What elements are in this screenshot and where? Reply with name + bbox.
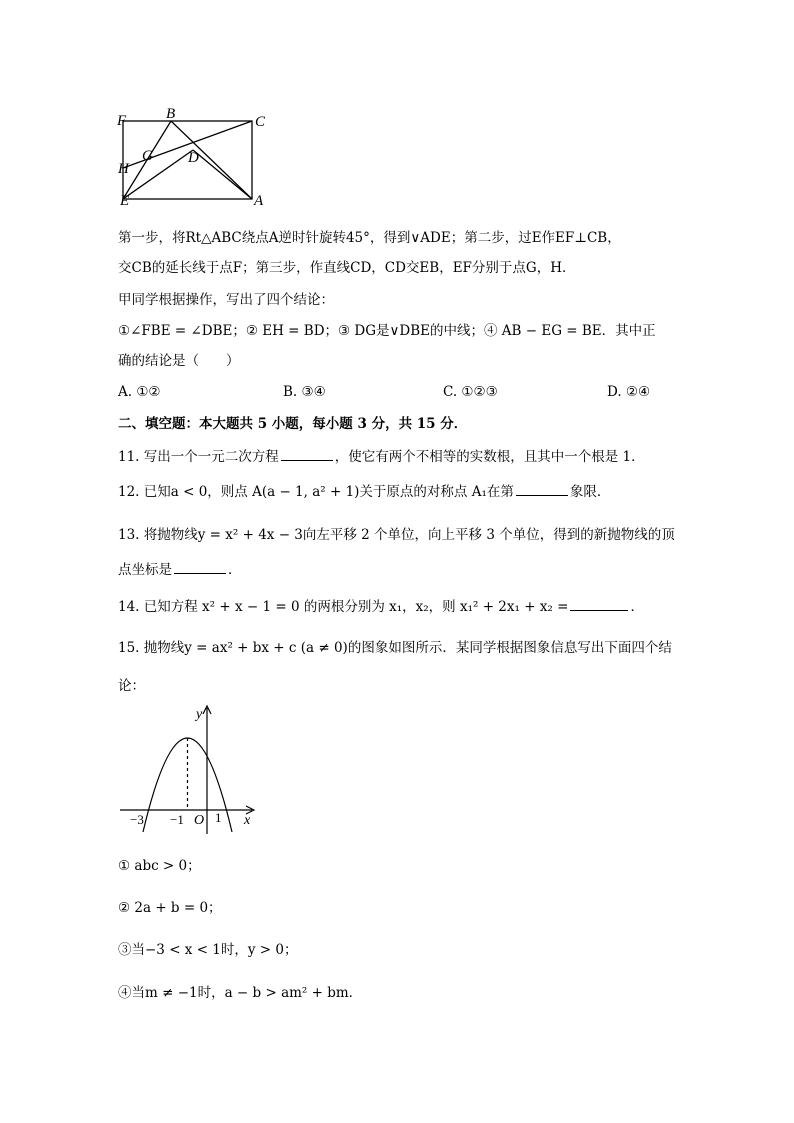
label-B: B — [166, 106, 176, 122]
option-c: C. ①②③ — [443, 384, 498, 400]
graph-tick-neg3: −3 — [130, 812, 144, 827]
option-b: B. ③④ — [283, 384, 326, 400]
conclusion-4: ④当m ≠ −1时，a − b > am² + bm． — [118, 985, 363, 1001]
graph-origin: O — [194, 813, 205, 828]
label-A: A — [254, 193, 264, 209]
label-D: D — [188, 150, 199, 166]
option-a: A. ①② — [118, 384, 161, 400]
label-H: H — [118, 161, 129, 177]
q11-before: 11. 写出一个一元二次方程 — [118, 449, 279, 465]
question-14 — [118, 596, 644, 617]
option-d: D. ②④ — [607, 384, 651, 400]
conclusion-3: ③当−3 < x < 1时，y > 0； — [118, 942, 298, 958]
graph-tick-1: 1 — [215, 810, 222, 825]
question-12 — [118, 481, 610, 502]
problem10-line2: 交CB的延长线于点F；第三步，作直线CD，CD交EB，EF分别于点G，H． — [118, 260, 576, 276]
graph-x-label: x — [244, 813, 251, 828]
q11-after: ，使它有两个不相等的实数根，且其中一个根是 1． — [334, 449, 645, 465]
q15-line2: 论： — [118, 678, 145, 694]
graph-y-label: y — [196, 707, 203, 722]
q12-after: 象限． — [569, 484, 611, 500]
conclusion-2: ② 2a + b = 0； — [118, 900, 222, 916]
label-C: C — [255, 114, 266, 130]
q13-line2 — [118, 559, 242, 580]
section2-heading: 二、填空题：本大题共 5 小题，每小题 3 分，共 15 分． — [118, 416, 468, 432]
problem10-line5: 确的结论是（ ） — [118, 353, 240, 369]
label-E: E — [120, 193, 130, 209]
label-F: F — [117, 113, 127, 129]
q13-before: 点坐标是 — [118, 562, 172, 578]
label-G: G — [142, 148, 153, 164]
question-11 — [118, 446, 645, 467]
q14-blank — [570, 596, 628, 611]
geometry-figure — [112, 100, 282, 210]
q14-after: ． — [630, 599, 644, 615]
problem10-line4: ①∠FBE = ∠DBE；② EH = BD；③ DG是∨DBE的中线；④ AB − EG = BE．其中正 — [118, 323, 656, 339]
q12-blank — [516, 481, 568, 496]
q11-blank — [281, 446, 333, 461]
parabola-graph — [112, 700, 272, 840]
q12-before: 12. 已知a < 0，则点 A(a − 1, a² + 1)关于原点的对称点 A₁在第 — [118, 484, 514, 500]
conclusion-1: ① abc > 0； — [118, 858, 201, 874]
q13-after: ． — [228, 562, 242, 578]
q15-line1: 15. 抛物线y = ax² + bx + c (a ≠ 0)的图象如图所示．某同学根据图象信息写出下面四个结 — [118, 640, 672, 656]
q13-line1: 13. 将抛物线y = x² + 4x − 3向左平移 2 个单位，向上平移 3 个单位，得到的新抛物线的顶 — [118, 527, 675, 543]
graph-tick-neg1: −1 — [170, 812, 184, 827]
problem10-line3: 甲同学根据操作，写出了四个结论： — [118, 292, 334, 308]
q13-blank — [174, 559, 226, 574]
q14-before: 14. 已知方程 x² + x − 1 = 0 的两根分别为 x₁，x₂，则 x₁² + 2x₁ + x₂ = — [118, 599, 569, 615]
problem10-line1: 第一步，将Rt△ABC绕点A逆时针旋转45°，得到∨ADE；第二步，过E作EF⊥CB， — [118, 230, 621, 246]
